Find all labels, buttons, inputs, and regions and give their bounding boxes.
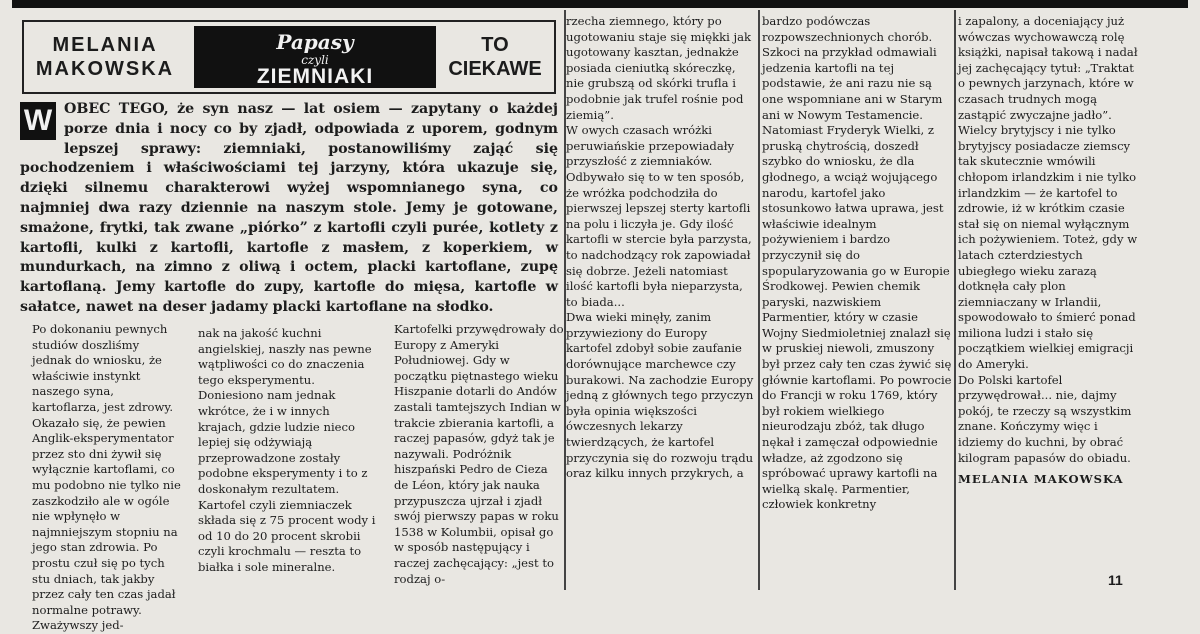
author-first-name: MELANIA — [52, 34, 158, 56]
rubric-line-1: TO — [481, 34, 509, 56]
paragraph: bardzo podówczas rozpowszechnionych chorób. Szkoci na przykład odmawiali jedzenia kartofli na tej podstawie, że ani razu nie są one wspomniane ani w Starym ani w Nowym Testamencie. Natomiast Fryderyk Wielki, z pruską chytrością, doszedł szybko do wniosku, że dla głodnego, a wciąż wojującego narodu, kartofel jako stosunkowo łatwa uprawa, jest właściwie idealnym pożywieniem i bardzo przyczynił się do spopularyzowania go w Europie Środkowej. Pewien chemik paryski, nazwiskiem Parmentier, który w czasie Wojny Siedmioletniej znalazł się w pruskiej niewoli, zmuszony był przez cały ten czas żywić się głównie kartoflami. Po powrocie do Francji w roku 1769, który był rokiem wielkiego nieurodzaju zbóż, tak długo nękał i zamęczał odpowiednie władze, aż zgodzono się spróbować uprawy kartofli na wielką skalę. Parmentier, człowiek konkretny — [762, 14, 952, 512]
paragraph: W owych czasach wróżki peruwiańskie przepowiadały przyszłość z ziemniaków. Odbywało się to w ten sposób, że wróżka podchodziła do pierwszej lepszej sterty kartofli na polu i liczyła je. Gdy ilość kartofli w stercie była parzysta, to nadchodzący rok zapowiadał się dobrze. Jeżeli natomiast ilość kartofli była nieparzysta, to biada... — [566, 123, 752, 309]
paragraph: nak na jakość kuchni angielskiej, naszły nas pewne wątpliwości co do znaczenia tego eksperymentu. Doniesiono nam jednak wkrótce, że i w innych krajach, gdzie ludzie nieco lepiej się odżywiają przeprowadzone zostały podobne eksperymenty i to z doskonałym rezultatem. Kartofel czyli ziemniaczek składa się z 75 procent wody i od 10 do 20 procent skrobii czyli krochmalu — reszta to białka i sole mineralne. — [198, 326, 376, 574]
paragraph: i zapalony, a doceniający już wówczas wychowawczą rolę książki, napisał takową i nadał jej zachęcający tytuł: „Traktat o pewnych jarzynach, które w czasach trudnych mogą zastąpić zwyczajne jadło”. — [958, 14, 1138, 122]
text-column-3 — [394, 322, 564, 592]
paragraph: Wielcy brytyjscy i nie tylko brytyjscy posiadacze ziemscy tak skutecznie wmówili chłopom irlandzkim i nie tylko irlandzkim — że kartofel to zdrowie, iż w krótkim czasie stał się on niemal wyłącznym ich pożywieniem. Toteż, gdy w latach czterdziestych ubiegłego wieku zarazą dotknęła cały plon ziemniaczany w Irlandii, spowodowało to śmierć ponad miliona ludzi i stało się początkiem wielkiej emigracji do Ameryki. — [958, 123, 1138, 372]
article-title: Papasy — [276, 30, 354, 54]
column-divider — [954, 10, 956, 590]
author-last-name: MAKOWSKA — [35, 58, 175, 80]
title-connector: czyli — [301, 53, 329, 67]
article-subtitle: ZIEMNIAKI — [256, 65, 374, 88]
paragraph: Kartofelki przywędrowały do Europy z Ameryki Południowej. Gdy w początku piętnastego wieku Hiszpanie dotarli do Andów zastali tamtejszych Indian w trakcie zbierania kartofli, a raczej papasów, gdyż tak je nazywali. Podróżnik hiszpański Pedro de Cieza de Léon, który jak nauka przypuszcza ujrzał i zjadł swój pierwszy papas w roku 1538 w Kolumbii, opisał go w sposób następujący i raczej zachęcający: „jest to rodzaj o- — [394, 322, 564, 586]
lead-paragraph — [20, 100, 558, 320]
article-header — [22, 20, 556, 94]
paragraph: rzecha ziemnego, który po ugotowaniu staje się miękki jak ugotowany kasztan, jednakże posiada cieniutką skóreczkę, nie grubszą od skórki trufla i podobnie jak trufel rośnie pod ziemią”. — [566, 14, 752, 122]
rubric-line-2: CIEKAWE — [448, 58, 542, 80]
text-column-6 — [958, 14, 1138, 574]
text-column-4 — [566, 14, 756, 564]
top-border-bar — [12, 0, 1188, 8]
paragraph: Do Polski kartofel przywędrował... nie, dajmy pokój, te rzeczy są wszystkim znane. Kończymy więc i idziemy do kuchni, by obrać kilogram papasów do obiadu. — [958, 372, 1132, 465]
column-divider — [758, 10, 760, 590]
text-column-5 — [762, 14, 952, 584]
text-column-2 — [198, 326, 378, 596]
title-box — [194, 26, 436, 88]
rubric-box — [442, 26, 548, 88]
drop-cap: W — [20, 102, 56, 140]
text-column-1 — [32, 322, 182, 633]
lead-text: OBEC TEGO, że syn nasz — lat osiem — zapytany o każdej porze dnia i nocy co by zjadł, odpowiada z uporem, godnym lepszej sprawy: ziemniaki, postanowiliśmy zająć się pochodzeniem i właściwościami tej jarzyny, która ukazuje się, dzięki silnemu charakterowi wyżej wspomnianego syna, co najmniej dwa razy dziennie na naszym stole. Jemy je gotowane, smażone, frytki, tak zwane „piórko” z kartofli czyli purée, kotlety z kartofli, kulki z kartofli, kartofle z masłem, z koperkiem, w mundurkach, na zimno z oliwą i octem, placki kartoflane, zupę kartoflaną. Jemy kartofle do zupy, kartofle do mięsa, kartofle w sałatce, nawet na deser jadamy placki kartoflane na słodko. — [20, 101, 558, 315]
author-signature: MELANIA MAKOWSKA — [958, 472, 1124, 487]
paragraph: Dwa wieki minęły, zanim przywieziony do Europy kartofel zdobył sobie zaufanie dorównujące marchewce czy burakowi. Na zachodzie Europy jedną z głównych tego przyczyn była opinia większości ówczesnych lekarzy twierdzących, że kartofel przyczynia się do rozwoju trądu oraz kilku innych przykrych, a — [566, 310, 754, 481]
author-box — [30, 28, 180, 86]
page-number: 11 — [1108, 572, 1123, 588]
paragraph: Po dokonaniu pewnych studiów doszliśmy jednak do wniosku, że właściwie instynkt naszego syna, kartoflarza, jest zdrowy. Okazało się, że pewien Anglik-eksperymentator przez sto dni żywił się wyłącznie kartoflami, co mu podobno nie tylko nie zaszkodziło ale w ogóle nie wpłynęło w najmniejszym stopniu na jego stan zdrowia. Po prostu czuł się po tych stu dniach, tak jakby przez cały ten czas jadał normalne potrawy. Zważywszy jed- — [32, 322, 181, 633]
